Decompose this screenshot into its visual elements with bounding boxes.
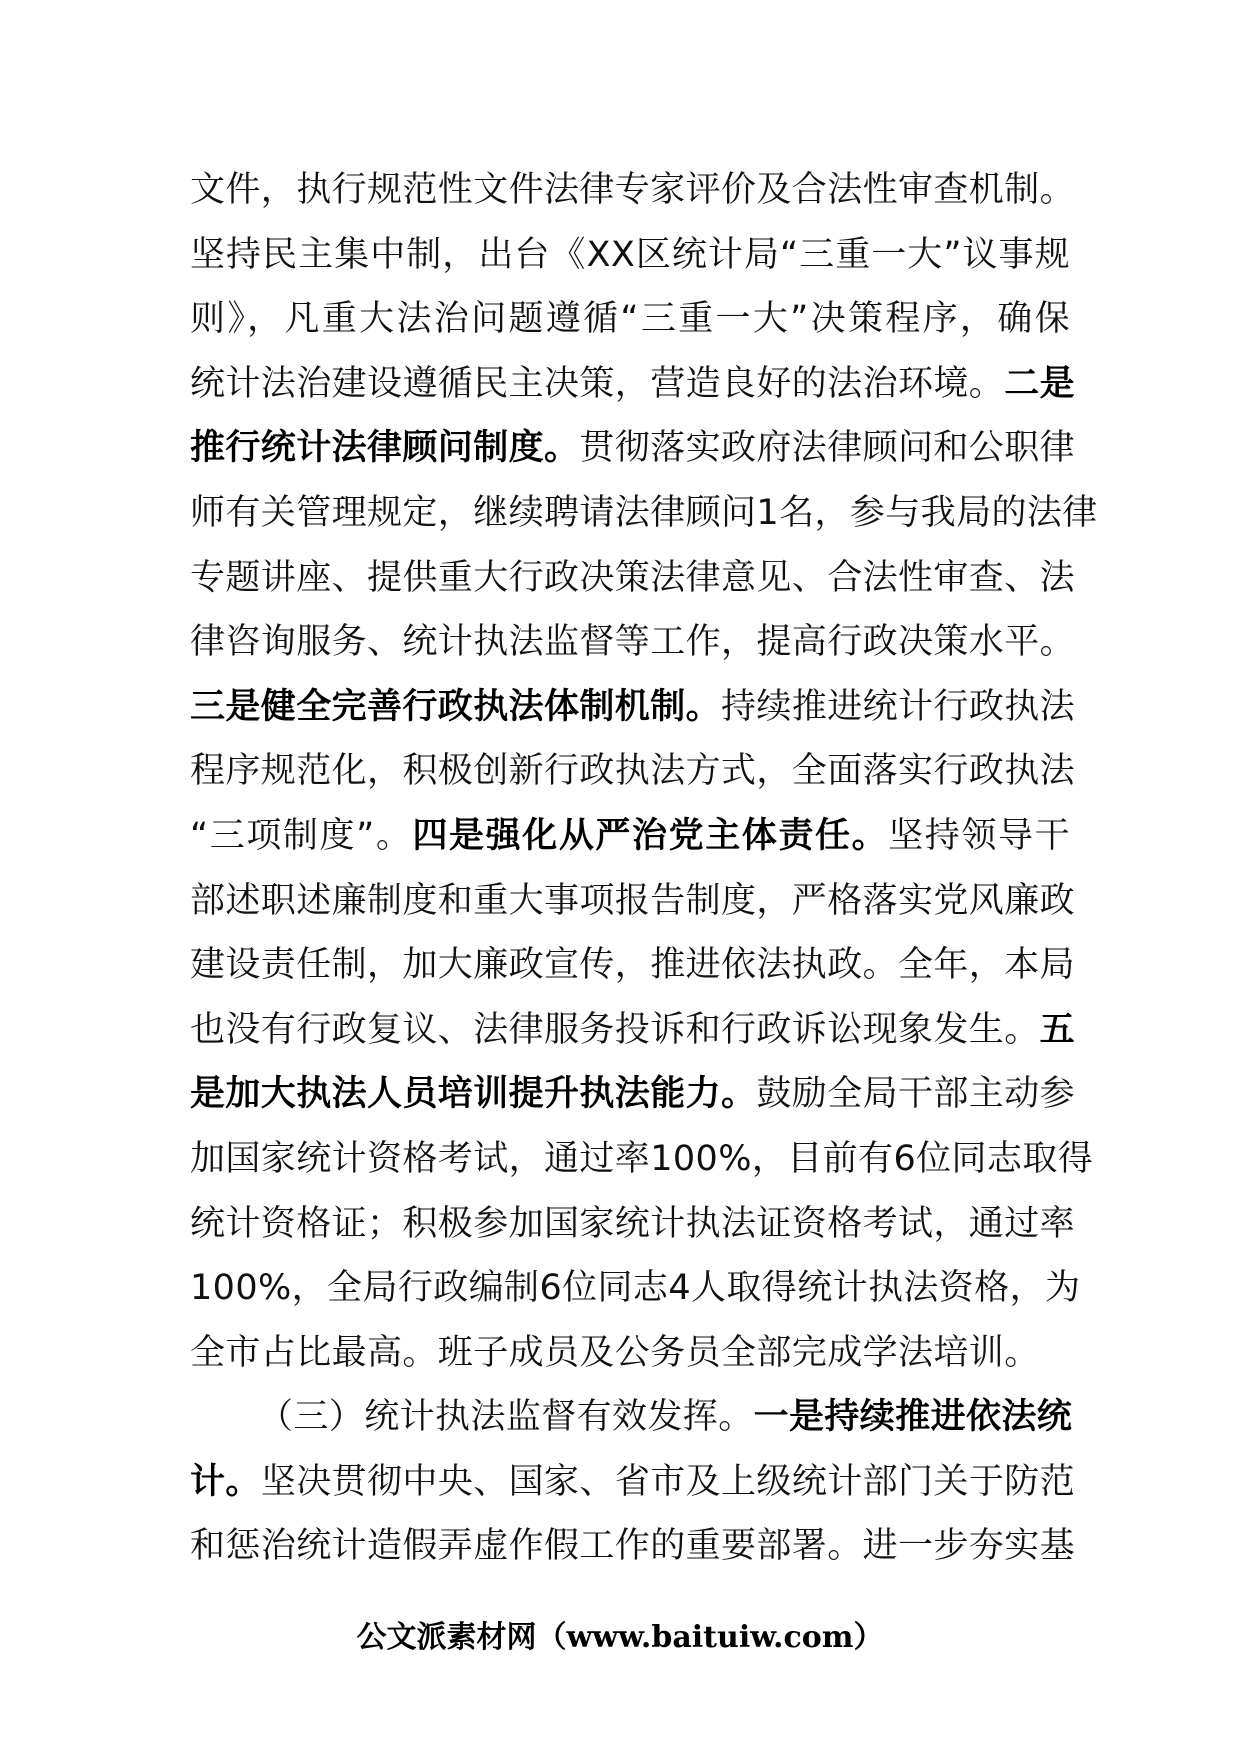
- text-line: [190, 1514, 1076, 1579]
- text-run: 持续推进统计行政执法: [721, 686, 1076, 727]
- body-text: [190, 158, 1098, 1579]
- text-run: 也没有行政复议、法律服务投诉和行政诉讼现象发生。: [190, 1009, 1040, 1050]
- text-run: 统计法治建设遵循民主决策，营造良好的法治环境。: [190, 363, 1005, 404]
- text-run: （三）统计执法监督有效发挥。: [258, 1397, 754, 1438]
- bold-text-run: 二是: [1004, 363, 1076, 404]
- text-run: 和惩治统计造假弄虚作假工作的重要部署。进一步夯实基: [190, 1526, 1076, 1567]
- text-run: “三项制度”。: [190, 815, 413, 856]
- text-line: [190, 1450, 1076, 1515]
- text-run: 全市占比最高。班子成员及公务员全部完成学法培训。: [190, 1332, 1040, 1373]
- text-run: 坚持领导干: [888, 815, 1070, 856]
- text-line: [190, 223, 1070, 288]
- bold-text-run: 五: [1039, 1009, 1076, 1050]
- text-line: [190, 1385, 1073, 1450]
- text-line: [190, 933, 1076, 998]
- text-run: 建设责任制，加大廉政宣传，推进依法执政。全年，本局: [190, 945, 1076, 986]
- text-run: 统计资格证；积极参加国家统计执法证资格考试，通过率: [190, 1203, 1076, 1244]
- text-run: 专题讲座、提供重大行政决策法律意见、合法性审查、法: [190, 557, 1076, 598]
- text-run: 则》，凡重大法治问题遵循“三重一大”决策程序，确保: [190, 299, 1070, 340]
- text-run: 贯彻落实政府法律顾问和公职律: [579, 428, 1076, 469]
- bold-text-run: 四是强化从严治党主体责任。: [412, 815, 889, 856]
- footer-watermark: 公文派素材网（www.baituiw.com）: [356, 1620, 884, 1655]
- bold-text-run: 推行统计法律顾问制度。: [190, 428, 580, 469]
- text-line: [190, 352, 1076, 417]
- text-line: [190, 1192, 1076, 1257]
- bold-text-run: 一是持续推进依法统: [753, 1397, 1073, 1438]
- text-run: 程序规范化，积极创新行政执法方式，全面落实行政执法: [190, 751, 1076, 792]
- text-run: 律咨询服务、统计执法监督等工作，提高行政决策水平。: [190, 622, 1076, 663]
- text-line: [190, 869, 1076, 934]
- text-line: [190, 546, 1076, 611]
- text-line: [190, 158, 1076, 223]
- text-line: [190, 1256, 1081, 1321]
- text-line: [190, 1062, 1076, 1127]
- text-run: 鼓励全局干部主动参: [756, 1074, 1076, 1115]
- text-run: 文件，执行规范性文件法律专家评价及合法性审查机制。: [190, 170, 1076, 210]
- text-line: [190, 739, 1076, 804]
- text-run: 100%，全局行政编制6位同志4人取得统计执法资格，为: [190, 1268, 1081, 1309]
- text-line: [190, 675, 1076, 740]
- text-run: 师有关管理规定，继续聘请法律顾问1名，参与我局的法律: [190, 492, 1098, 533]
- text-line: [190, 998, 1076, 1063]
- text-run: 坚持民主集中制，出台《XX区统计局“三重一大”议事规: [190, 234, 1070, 275]
- text-run: 部述职述廉制度和重大事项报告制度，严格落实党风廉政: [190, 880, 1076, 921]
- text-line: [190, 481, 1098, 546]
- text-run: 加国家统计资格考试，通过率100%，目前有6位同志取得: [190, 1138, 1094, 1179]
- text-run: 坚决贯彻中央、国家、省市及上级统计部门关于防范: [260, 1461, 1076, 1502]
- bold-text-run: 计。: [190, 1461, 261, 1502]
- text-line: [190, 1321, 1070, 1386]
- text-line: [190, 416, 1076, 481]
- text-line: [190, 804, 1070, 869]
- text-line: [190, 1127, 1094, 1192]
- bold-text-run: 是加大执法人员培训提升执法能力。: [190, 1074, 757, 1115]
- text-line: [190, 610, 1076, 675]
- text-line: [190, 287, 1070, 352]
- bold-text-run: 三是健全完善行政执法体制机制。: [190, 686, 722, 727]
